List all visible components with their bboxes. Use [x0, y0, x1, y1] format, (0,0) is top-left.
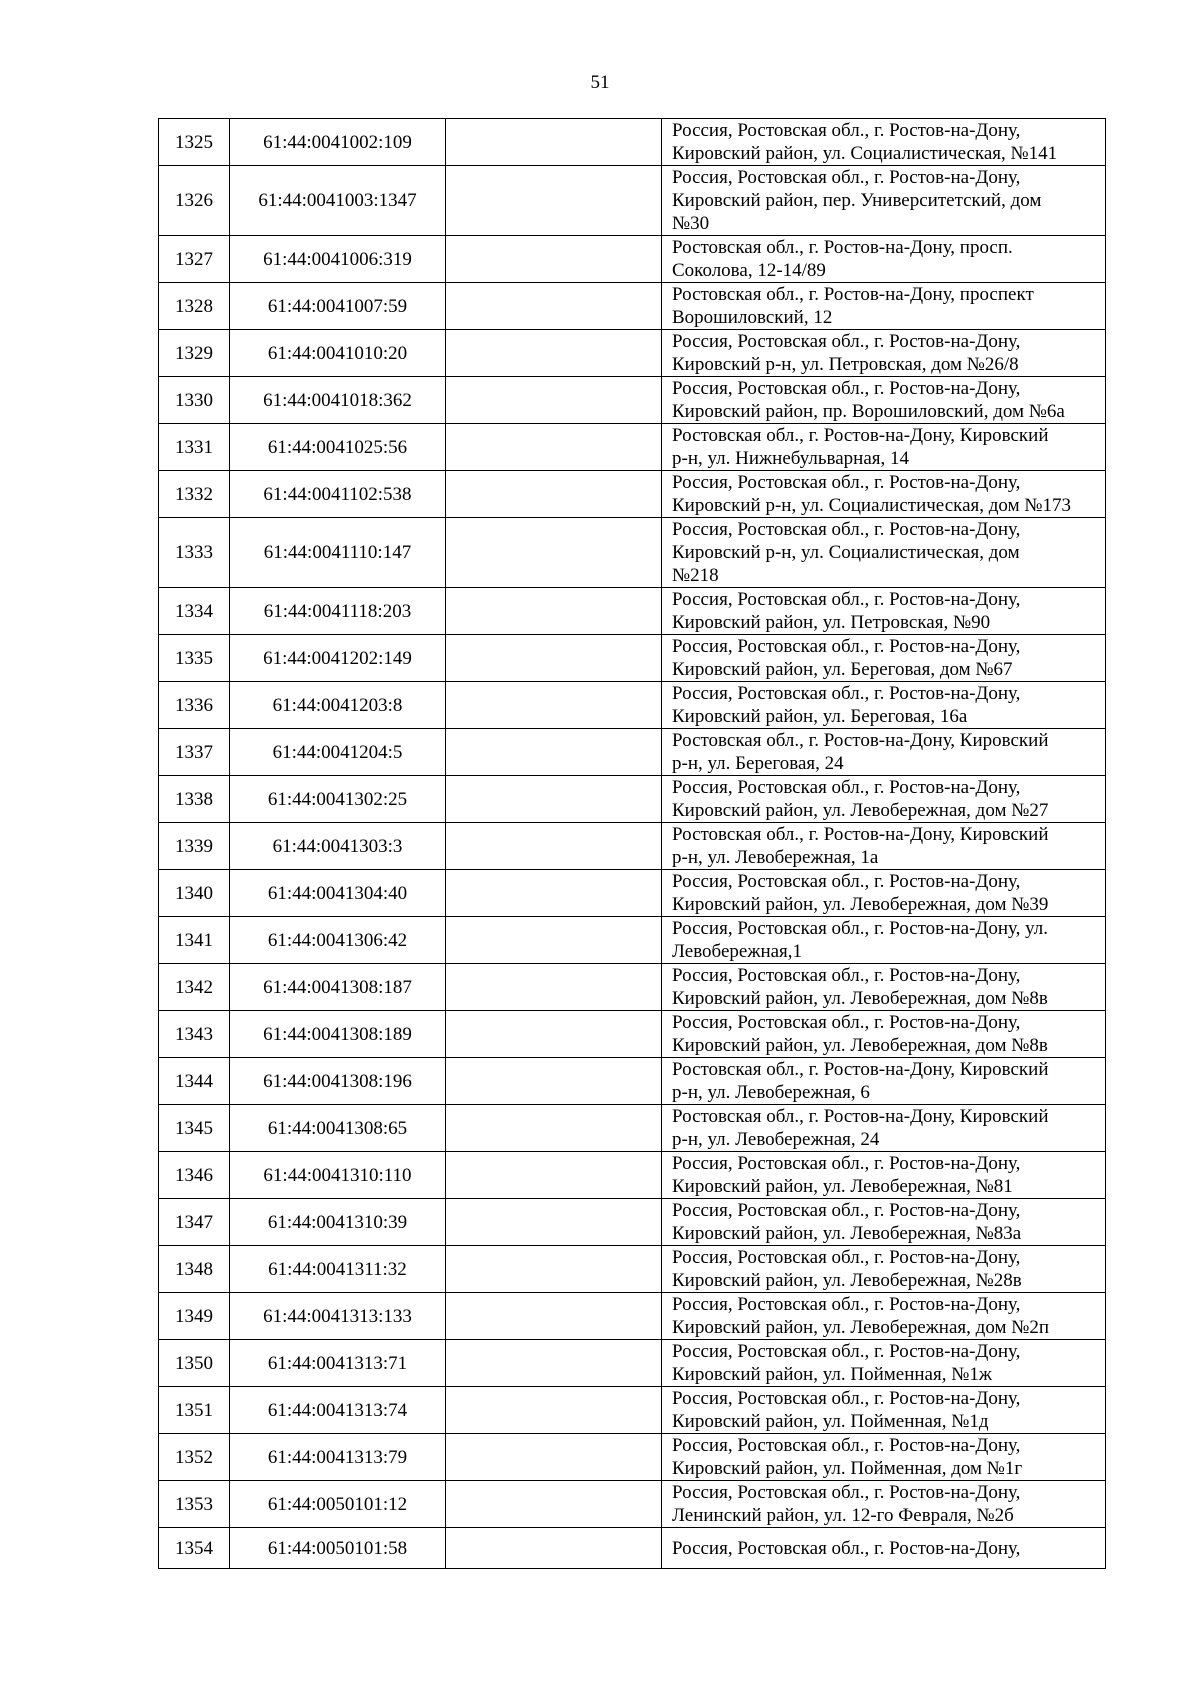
- address-line: Кировский район, ул. Левобережная, №28в: [672, 1270, 1022, 1291]
- address-cell: [662, 776, 1106, 823]
- empty-cell: [446, 964, 662, 1011]
- address-line: Кировский район, пер. Университетский, дом: [672, 190, 1042, 211]
- empty-cell: [446, 471, 662, 518]
- empty-cell: [446, 377, 662, 424]
- empty-cell: [446, 1481, 662, 1528]
- address-line: Россия, Ростовская обл., г. Ростов-на-Дону, ул.: [672, 918, 1049, 939]
- address-line: Кировский район, ул. Левобережная, дом №27: [672, 800, 1049, 821]
- table-row: [159, 1199, 1106, 1246]
- table-row: [159, 682, 1106, 729]
- address-line: Ленинский район, ул. 12-го Февраля, №2б: [672, 1505, 1014, 1526]
- address-line: Кировский район, ул. Левобережная, №83а: [672, 1223, 1022, 1244]
- address-line: Россия, Ростовская обл., г. Ростов-на-Дону,: [672, 1435, 1021, 1456]
- address-line: Кировский район, ул. Левобережная, №81: [672, 1176, 1013, 1197]
- address-line: Кировский район, ул. Петровская, №90: [672, 612, 991, 633]
- row-number: 1327: [159, 236, 230, 283]
- table-row: [159, 283, 1106, 330]
- address-line: Кировский район, ул. Береговая, дом №67: [672, 659, 1013, 680]
- address-line: Кировский район, пр. Ворошиловский, дом №6а: [672, 401, 1065, 422]
- empty-cell: [446, 518, 662, 588]
- cadastral-number: 61:44:0041310:110: [230, 1152, 446, 1199]
- address-cell: [662, 236, 1106, 283]
- address-line: Россия, Ростовская обл., г. Ростов-на-Дону,: [672, 871, 1021, 892]
- address-line: Кировский район, ул. Левобережная, дом №2п: [672, 1317, 1050, 1338]
- address-line: Ростовская обл., г. Ростов-на-Дону, Кировский: [672, 1059, 1049, 1080]
- table-row: [159, 424, 1106, 471]
- address-line: Россия, Ростовская обл., г. Ростов-на-Дону,: [672, 683, 1021, 704]
- empty-cell: [446, 1434, 662, 1481]
- address-line: р-н, ул. Левобережная, 24: [672, 1129, 880, 1150]
- empty-cell: [446, 588, 662, 635]
- row-number: 1349: [159, 1293, 230, 1340]
- address-cell: [662, 471, 1106, 518]
- address-cell: [662, 1246, 1106, 1293]
- cadastral-number: 61:44:0041313:74: [230, 1387, 446, 1434]
- empty-cell: [446, 635, 662, 682]
- table-row: [159, 870, 1106, 917]
- table-row: [159, 518, 1106, 588]
- row-number: 1326: [159, 166, 230, 236]
- address-cell: [662, 870, 1106, 917]
- table-row: [159, 1152, 1106, 1199]
- cadastral-number: 61:44:0050101:12: [230, 1481, 446, 1528]
- cadastral-number: 61:44:0041313:133: [230, 1293, 446, 1340]
- address-line: Россия, Ростовская обл., г. Ростов-на-Дону,: [672, 120, 1021, 141]
- address-cell: [662, 119, 1106, 166]
- row-number: 1338: [159, 776, 230, 823]
- empty-cell: [446, 776, 662, 823]
- address-line: Россия, Ростовская обл., г. Ростов-на-Дону,: [672, 1537, 1021, 1559]
- cadastral-number: 61:44:0041118:203: [230, 588, 446, 635]
- row-number: 1344: [159, 1058, 230, 1105]
- address-line: Россия, Ростовская обл., г. Ростов-на-Дону,: [672, 1153, 1021, 1174]
- address-line: Россия, Ростовская обл., г. Ростов-на-Дону,: [672, 1341, 1021, 1362]
- table-row: [159, 1011, 1106, 1058]
- address-line: р-н, ул. Левобережная, 6: [672, 1082, 870, 1103]
- empty-cell: [446, 1199, 662, 1246]
- address-line: р-н, ул. Нижнебульварная, 14: [672, 448, 910, 469]
- cadastral-number: 61:44:0041025:56: [230, 424, 446, 471]
- cadastral-number: 61:44:0041313:79: [230, 1434, 446, 1481]
- row-number: 1333: [159, 518, 230, 588]
- address-cell: [662, 283, 1106, 330]
- row-number: 1330: [159, 377, 230, 424]
- empty-cell: [446, 330, 662, 377]
- table-row: [159, 236, 1106, 283]
- empty-cell: [446, 1105, 662, 1152]
- address-line: Ростовская обл., г. Ростов-на-Дону, просп.: [672, 237, 1013, 258]
- cadastral-number: 61:44:0041002:109: [230, 119, 446, 166]
- cadastral-number: 61:44:0041110:147: [230, 518, 446, 588]
- address-cell: [662, 424, 1106, 471]
- address-cell: [662, 166, 1106, 236]
- table-row: [159, 1293, 1106, 1340]
- address-line: Россия, Ростовская обл., г. Ростов-на-Дону,: [672, 1200, 1021, 1221]
- address-line: Россия, Ростовская обл., г. Ростов-на-Дону,: [672, 472, 1021, 493]
- row-number: 1341: [159, 917, 230, 964]
- address-line: Кировский район, ул. Береговая, 16а: [672, 706, 968, 727]
- row-number: 1335: [159, 635, 230, 682]
- row-number: 1329: [159, 330, 230, 377]
- row-number: 1348: [159, 1246, 230, 1293]
- empty-cell: [446, 823, 662, 870]
- address-cell: [662, 1528, 1106, 1569]
- address-line: Ростовская обл., г. Ростов-на-Дону, проспект: [672, 284, 1034, 305]
- cadastral-number: 61:44:0041006:319: [230, 236, 446, 283]
- row-number: 1345: [159, 1105, 230, 1152]
- address-line: Кировский район, ул. Пойменная, №1д: [672, 1411, 989, 1432]
- address-cell: [662, 330, 1106, 377]
- address-cell: [662, 518, 1106, 588]
- cadastral-number: 61:44:0041308:189: [230, 1011, 446, 1058]
- row-number: 1331: [159, 424, 230, 471]
- cadastral-number: 61:44:0041010:20: [230, 330, 446, 377]
- address-line: Россия, Ростовская обл., г. Ростов-на-Дону,: [672, 1247, 1021, 1268]
- cadastral-number: 61:44:0041003:1347: [230, 166, 446, 236]
- empty-cell: [446, 682, 662, 729]
- address-cell: [662, 588, 1106, 635]
- cadastral-number: 61:44:0041007:59: [230, 283, 446, 330]
- table-row: [159, 166, 1106, 236]
- address-cell: [662, 1011, 1106, 1058]
- row-number: 1328: [159, 283, 230, 330]
- address-cell: [662, 1199, 1106, 1246]
- address-line: Россия, Ростовская обл., г. Ростов-на-Дону,: [672, 965, 1021, 986]
- table-row: [159, 1105, 1106, 1152]
- address-line: р-н, ул. Левобережная, 1а: [672, 847, 879, 868]
- row-number: 1340: [159, 870, 230, 917]
- cadastral-number: 61:44:0041204:5: [230, 729, 446, 776]
- empty-cell: [446, 1058, 662, 1105]
- row-number: 1339: [159, 823, 230, 870]
- address-line: Россия, Ростовская обл., г. Ростов-на-Дону,: [672, 378, 1021, 399]
- cadastral-number: 61:44:0041303:3: [230, 823, 446, 870]
- cadastral-number: 61:44:0050101:58: [230, 1528, 446, 1569]
- row-number: 1337: [159, 729, 230, 776]
- table-row: [159, 823, 1106, 870]
- empty-cell: [446, 424, 662, 471]
- address-cell: [662, 1340, 1106, 1387]
- cadastral-number: 61:44:0041203:8: [230, 682, 446, 729]
- row-number: 1346: [159, 1152, 230, 1199]
- address-line: Россия, Ростовская обл., г. Ростов-на-Дону,: [672, 589, 1021, 610]
- empty-cell: [446, 236, 662, 283]
- address-line: №30: [672, 213, 710, 234]
- address-line: Россия, Ростовская обл., г. Ростов-на-Дону,: [672, 331, 1021, 352]
- cadastral-number: 61:44:0041304:40: [230, 870, 446, 917]
- address-line: Ворошиловский, 12: [672, 307, 833, 328]
- table-row: [159, 964, 1106, 1011]
- address-line: Россия, Ростовская обл., г. Ростов-на-Дону,: [672, 1012, 1021, 1033]
- address-line: Соколова, 12-14/89: [672, 260, 826, 281]
- empty-cell: [446, 1528, 662, 1569]
- empty-cell: [446, 1011, 662, 1058]
- table-row: [159, 1387, 1106, 1434]
- row-number: 1351: [159, 1387, 230, 1434]
- address-line: Россия, Ростовская обл., г. Ростов-на-Дону,: [672, 519, 1021, 540]
- row-number: 1353: [159, 1481, 230, 1528]
- row-number: 1354: [159, 1528, 230, 1569]
- empty-cell: [446, 119, 662, 166]
- address-line: Кировский район, ул. Левобережная, дом №39: [672, 894, 1049, 915]
- empty-cell: [446, 166, 662, 236]
- row-number: 1347: [159, 1199, 230, 1246]
- table-row: [159, 471, 1106, 518]
- address-cell: [662, 1105, 1106, 1152]
- cadastral-number: 61:44:0041308:65: [230, 1105, 446, 1152]
- address-line: Россия, Ростовская обл., г. Ростов-на-Дону,: [672, 636, 1021, 657]
- address-line: Кировский р-н, ул. Социалистическая, дом №173: [672, 495, 1071, 516]
- cadastral-number: 61:44:0041310:39: [230, 1199, 446, 1246]
- address-line: Россия, Ростовская обл., г. Ростов-на-Дону,: [672, 1388, 1021, 1409]
- address-line: Кировский район, ул. Пойменная, дом №1г: [672, 1458, 1023, 1479]
- address-line: Кировский район, ул. Социалистическая, №141: [672, 143, 1058, 164]
- row-number: 1334: [159, 588, 230, 635]
- address-line: Кировский район, ул. Левобережная, дом №8в: [672, 988, 1048, 1009]
- cadastral-number: 61:44:0041306:42: [230, 917, 446, 964]
- table-row: [159, 1058, 1106, 1105]
- property-table: [158, 118, 1106, 1569]
- address-line: Ростовская обл., г. Ростов-на-Дону, Кировский: [672, 730, 1049, 751]
- table-row: [159, 635, 1106, 682]
- table-row: [159, 1434, 1106, 1481]
- address-cell: [662, 917, 1106, 964]
- address-cell: [662, 377, 1106, 424]
- row-number: 1325: [159, 119, 230, 166]
- row-number: 1342: [159, 964, 230, 1011]
- address-line: Кировский р-н, ул. Петровская, дом №26/8: [672, 354, 1019, 375]
- table-row: [159, 1246, 1106, 1293]
- address-line: Россия, Ростовская обл., г. Ростов-на-Дону,: [672, 1482, 1021, 1503]
- table-row: [159, 1528, 1106, 1569]
- address-cell: [662, 1387, 1106, 1434]
- row-number: 1336: [159, 682, 230, 729]
- address-line: Кировский район, ул. Левобережная, дом №8в: [672, 1035, 1048, 1056]
- table-row: [159, 729, 1106, 776]
- row-number: 1332: [159, 471, 230, 518]
- empty-cell: [446, 729, 662, 776]
- cadastral-number: 61:44:0041018:362: [230, 377, 446, 424]
- address-cell: [662, 1434, 1106, 1481]
- address-line: Ростовская обл., г. Ростов-на-Дону, Кировский: [672, 425, 1049, 446]
- address-cell: [662, 964, 1106, 1011]
- cadastral-number: 61:44:0041302:25: [230, 776, 446, 823]
- address-line: Кировский район, ул. Пойменная, №1ж: [672, 1364, 992, 1385]
- address-line: Ростовская обл., г. Ростов-на-Дону, Кировский: [672, 1106, 1049, 1127]
- cadastral-number: 61:44:0041102:538: [230, 471, 446, 518]
- row-number: 1352: [159, 1434, 230, 1481]
- empty-cell: [446, 1340, 662, 1387]
- page-number: 51: [590, 72, 610, 93]
- empty-cell: [446, 917, 662, 964]
- address-line: Левобережная,1: [672, 941, 803, 962]
- cadastral-number: 61:44:0041308:187: [230, 964, 446, 1011]
- row-number: 1350: [159, 1340, 230, 1387]
- address-line: Россия, Ростовская обл., г. Ростов-на-Дону,: [672, 777, 1021, 798]
- address-line: Россия, Ростовская обл., г. Ростов-на-Дону,: [672, 1294, 1021, 1315]
- empty-cell: [446, 1387, 662, 1434]
- empty-cell: [446, 1293, 662, 1340]
- cadastral-number: 61:44:0041311:32: [230, 1246, 446, 1293]
- address-line: Россия, Ростовская обл., г. Ростов-на-Дону,: [672, 167, 1021, 188]
- cadastral-number: 61:44:0041313:71: [230, 1340, 446, 1387]
- address-cell: [662, 823, 1106, 870]
- table-body: [159, 119, 1106, 1569]
- row-number: 1343: [159, 1011, 230, 1058]
- cadastral-number: 61:44:0041308:196: [230, 1058, 446, 1105]
- address-cell: [662, 1058, 1106, 1105]
- table-row: [159, 1340, 1106, 1387]
- empty-cell: [446, 1152, 662, 1199]
- address-cell: [662, 682, 1106, 729]
- address-cell: [662, 1152, 1106, 1199]
- table-row: [159, 917, 1106, 964]
- address-line: Ростовская обл., г. Ростов-на-Дону, Кировский: [672, 824, 1049, 845]
- empty-cell: [446, 283, 662, 330]
- address-line: Кировский р-н, ул. Социалистическая, дом: [672, 542, 1020, 563]
- address-cell: [662, 1293, 1106, 1340]
- table-row: [159, 1481, 1106, 1528]
- table-row: [159, 588, 1106, 635]
- table-row: [159, 377, 1106, 424]
- empty-cell: [446, 870, 662, 917]
- address-line: №218: [672, 565, 719, 586]
- table-row: [159, 119, 1106, 166]
- address-cell: [662, 729, 1106, 776]
- table-row: [159, 776, 1106, 823]
- address-cell: [662, 635, 1106, 682]
- empty-cell: [446, 1246, 662, 1293]
- address-cell: [662, 1481, 1106, 1528]
- address-line: р-н, ул. Береговая, 24: [672, 753, 844, 774]
- cadastral-number: 61:44:0041202:149: [230, 635, 446, 682]
- table-row: [159, 330, 1106, 377]
